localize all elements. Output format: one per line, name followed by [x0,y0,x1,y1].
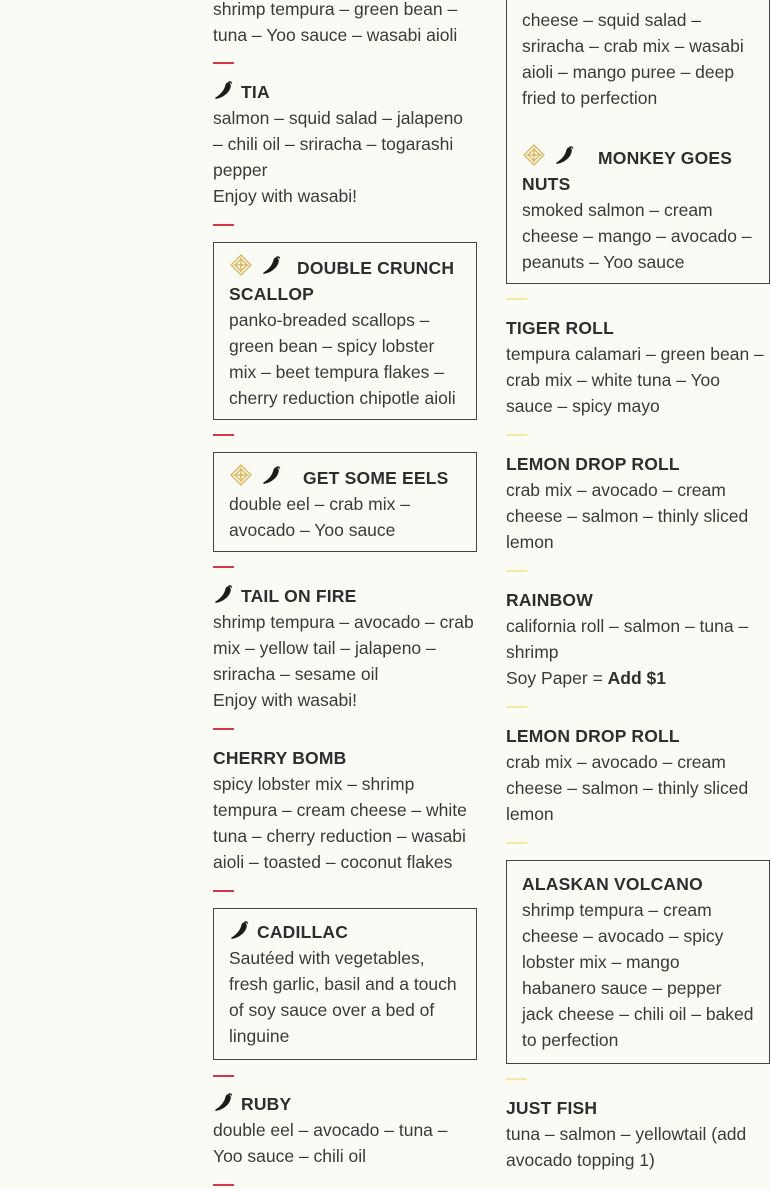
menu-item-continued [213,0,477,48]
menu-item-tia [213,79,477,209]
chili-pepper-icon [213,583,235,605]
item-name: TIGER ROLL [506,318,614,338]
item-name [229,919,461,945]
item-name-text: RUBY [241,1094,292,1114]
item-name [213,1091,477,1117]
chili-pepper-icon [213,79,235,101]
menu-item-tail-on-fire [213,583,477,713]
menu-item-double-crunch-scallop [213,242,477,420]
item-description: crab mix – avocado – cream cheese – salmon – thinly sliced lemon [506,480,749,552]
item-description: double eel – avocado – tuna – Yoo sauce – chili oil [213,1120,448,1166]
item-description: smoked salmon – cream cheese – mango – avocado – peanuts – Yoo sauce [522,200,752,272]
menu-item-just-fish [506,1095,770,1173]
item-name: ALASKAN VOLCANO [522,874,703,894]
divider [213,566,234,568]
item-name: JUST FISH [506,1098,598,1118]
item-name-text: CADILLAC [257,922,349,942]
item-note: Enjoy with wasabi! [213,690,357,710]
divider [506,298,527,300]
divider [213,224,234,226]
chili-pepper-icon [261,464,283,486]
item-name-text: MONKEY GOES NUTS [522,148,733,194]
divider [213,1075,234,1077]
item-name: RAINBOW [506,590,593,610]
item-name-text: GET SOME EELS [303,468,449,488]
item-description: shrimp tempura – cream cheese – avocado – spicy lobster mix – mango habanero sauce – pepper jack cheese – chili oil – baked to perfection [522,900,754,1050]
item-name: LEMON DROP ROLL [506,454,680,474]
soy-paper-price: Add $1 [607,668,667,688]
item-name-text: TAIL ON FIRE [241,586,357,606]
item-description: shrimp tempura – green bean – tuna – Yoo sauce – wasabi aioli [213,0,458,45]
divider [213,890,234,892]
divider [506,706,527,708]
divider [506,842,527,844]
item-description: tuna – salmon – yellowtail (add avocado topping 1) [506,1124,747,1170]
chili-pepper-icon [261,254,283,276]
item-name [229,463,461,491]
menu-item-rainbow [506,587,770,691]
chef-special-icon [522,143,546,167]
item-description: salmon – squid salad – jalapeno – chili oil – sriracha – togarashi pepper [213,108,464,180]
item-description: cheese – squid salad – sriracha – crab mix – wasabi aioli – mango puree – deep fried to perfection [522,10,744,108]
divider [213,728,234,730]
divider [213,434,234,436]
chili-pepper-icon [554,144,576,166]
menu-item-alaskan-volcano [506,860,770,1064]
menu-item-get-some-eels [213,452,477,552]
item-description: tempura calamari – green bean – crab mix – white tuna – Yoo sauce – spicy mayo [506,344,764,416]
menu-item-ruby [213,1091,477,1169]
soy-paper-label: Soy Paper = [506,668,608,688]
chef-special-icon [229,253,253,277]
divider [213,1184,234,1186]
item-name-text: TIA [241,82,270,102]
item-description: panko-breaded scallops – green bean – spicy lobster mix – beet tempura flakes – cherry reduction chipotle aioli [229,310,456,408]
item-description: double eel – crab mix – avocado – Yoo sauce [229,494,410,540]
chili-pepper-icon [213,1091,235,1113]
item-name [213,583,477,609]
menu-item-tiger-roll [506,315,770,419]
item-note: Enjoy with wasabi! [213,186,357,206]
item-description: spicy lobster mix – shrimp tempura – cream cheese – white tuna – cherry reduction – wasabi aioli – toasted – coconut flakes [213,774,467,872]
menu-item-continued-box [506,0,770,284]
chef-special-icon [229,463,253,487]
menu-item-lemon-drop-roll [506,723,770,827]
menu-item-cadillac [213,908,477,1060]
item-description: crab mix – avocado – cream cheese – salmon – thinly sliced lemon [506,752,749,824]
divider [506,1078,527,1080]
item-name: CHERRY BOMB [213,748,347,768]
item-name: LEMON DROP ROLL [506,726,680,746]
chili-pepper-icon [229,919,251,941]
menu-item-cherry-bomb [213,745,477,875]
divider [506,434,527,436]
item-description: shrimp tempura – avocado – crab mix – yellow tail – jalapeno – sriracha – sesame oil [213,612,474,684]
item-name [213,79,477,105]
item-note [506,665,770,691]
item-name [522,143,754,197]
item-description: california roll – salmon – tuna – shrimp [506,616,749,662]
item-name [229,253,461,307]
item-name-text: DOUBLE CRUNCH SCALLOP [229,258,455,304]
divider [506,570,527,572]
item-description: Sautéed with vegetables, fresh garlic, basil and a touch of soy sauce over a bed of linguine [229,948,457,1046]
menu-item-lemon-drop-roll [506,451,770,555]
divider [213,62,234,64]
